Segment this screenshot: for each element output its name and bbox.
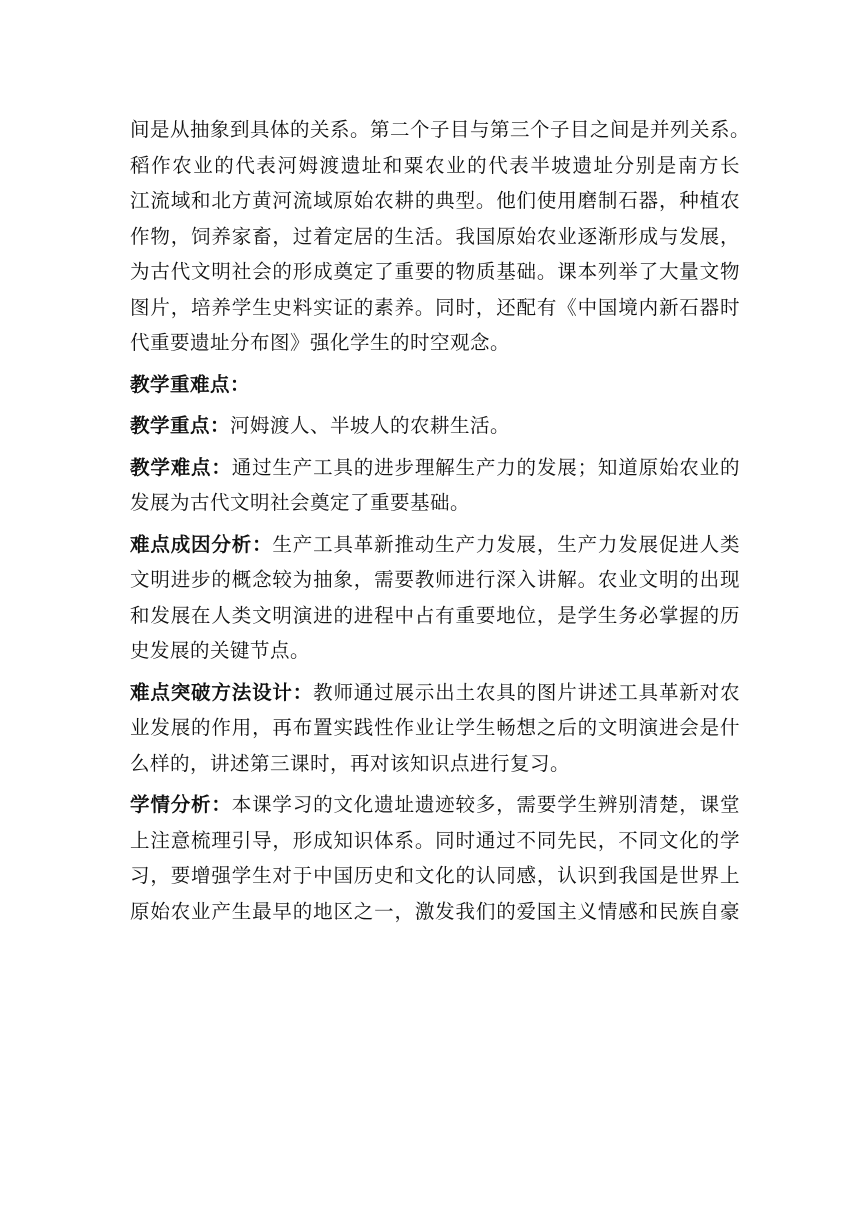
text-line: 为古代文明社会的形成奠定了重要的物质基础。课本列举了大量文物 bbox=[130, 260, 740, 283]
learner-analysis-label: 学情分析： bbox=[130, 793, 232, 816]
text-line: 原始农业产生最早的地区之一，激发我们的爱国主义情感和民族自豪 bbox=[130, 899, 740, 923]
text-line: 代重要遗址分布图》强化学生的时空观念。 bbox=[130, 331, 511, 354]
breakthrough-text: 教师通过展示出土农具的图片讲述工具革新对农 bbox=[313, 680, 740, 704]
text-line bbox=[130, 408, 740, 444]
document-body bbox=[130, 112, 751, 935]
section-heading-block bbox=[130, 367, 740, 403]
difficulty-cause-text: 生产工具革新推动生产力发展，生产力发展促进人类 bbox=[272, 532, 740, 556]
key-point-label: 教学重点： bbox=[130, 414, 231, 437]
text-line bbox=[130, 787, 740, 823]
difficult-point-paragraph bbox=[130, 450, 740, 521]
key-point-paragraph bbox=[130, 408, 740, 444]
text-line: 上注意梳理引导，形成知识体系。同时通过不同先民，不同文化的学 bbox=[130, 828, 740, 852]
breakthrough-paragraph bbox=[130, 675, 740, 782]
text-line: 和发展在人类文明演进的进程中占有重要地位，是学生务必掌握的历 bbox=[130, 603, 740, 627]
text-line bbox=[130, 450, 740, 486]
text-line bbox=[130, 527, 740, 563]
text-line: 间是从抽象到具体的关系。第二个子目与第三个子目之间是并列关系。 bbox=[130, 118, 751, 141]
text-line bbox=[130, 675, 740, 711]
difficulty-cause-paragraph bbox=[130, 527, 740, 669]
learner-analysis-text: 本课学习的文化遗址遗迹较多，需要学生辨别清楚，课堂 bbox=[231, 793, 740, 816]
text-line: 业发展的作用，再布置实践性作业让学生畅想之后的文明演进会是什 bbox=[130, 716, 740, 739]
difficult-point-label: 教学难点： bbox=[130, 455, 232, 479]
text-line: 么样的，讲述第三课时，再对该知识点进行复习。 bbox=[130, 751, 571, 775]
breakthrough-label: 难点突破方法设计： bbox=[130, 680, 314, 704]
text-line: 史发展的关键节点。 bbox=[130, 639, 311, 662]
intro-paragraph bbox=[130, 112, 751, 361]
text-line: 发展为古代文明社会奠定了重要基础。 bbox=[130, 491, 471, 514]
text-line: 稻作农业的代表河姆渡遗址和粟农业的代表半坡遗址分别是南方长 bbox=[130, 153, 740, 177]
key-point-text: 河姆渡人、半坡人的农耕生活。 bbox=[230, 414, 511, 437]
text-line: 图片，培养学生史料实证的素养。同时，还配有《中国境内新石器时 bbox=[130, 295, 740, 319]
text-line: 作物，饲养家畜，过着定居的生活。我国原始农业逐渐形成与发展， bbox=[130, 224, 740, 248]
difficult-point-text: 通过生产工具的进步理解生产力的发展；知道原始农业的 bbox=[231, 455, 740, 479]
text-line: 文明进步的概念较为抽象，需要教师进行深入讲解。农业文明的出现 bbox=[130, 568, 740, 591]
text-line: 习，要增强学生对于中国历史和文化的认同感，认识到我国是世界上 bbox=[130, 864, 740, 887]
difficulty-cause-label: 难点成因分析： bbox=[130, 532, 273, 556]
text-line: 江流域和北方黄河流域原始农耕的典型。他们使用磨制石器，种植农 bbox=[130, 189, 740, 212]
learner-analysis-paragraph bbox=[130, 787, 740, 929]
section-heading: 教学重难点： bbox=[130, 372, 251, 396]
